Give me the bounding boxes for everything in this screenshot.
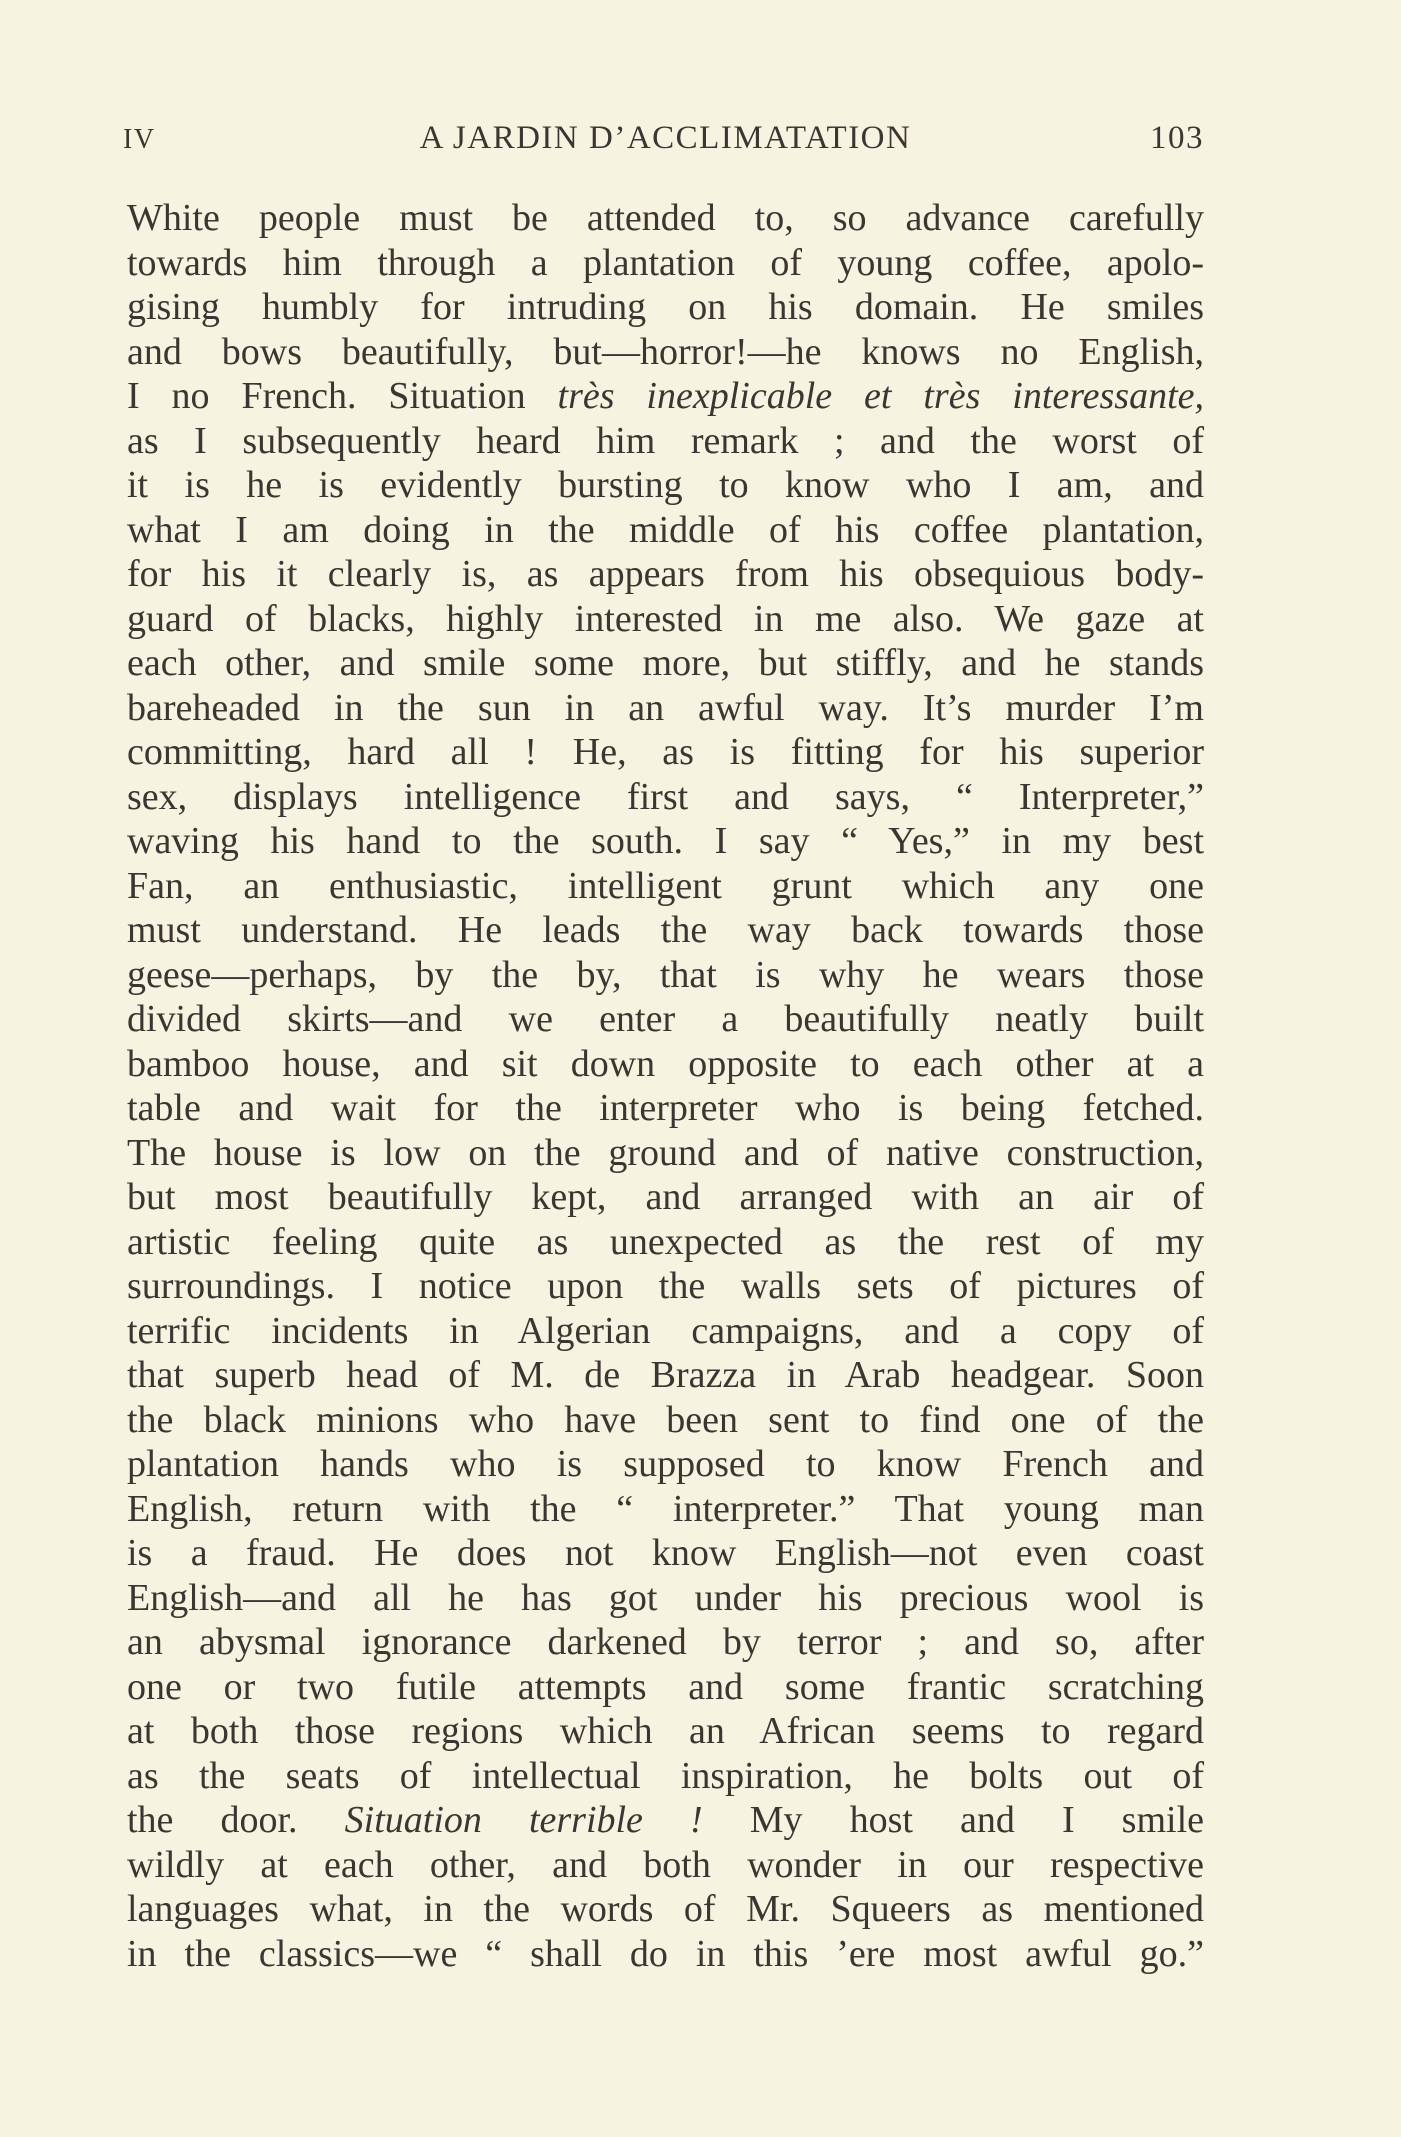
text-line	[127, 1309, 1204, 1354]
text-segment: White people must be attended to, so advance carefully	[127, 197, 1204, 239]
text-segment: I no French. Situation	[127, 375, 558, 417]
text-segment: English, return with the “ interpreter.” That young man	[127, 1487, 1204, 1530]
text-line	[127, 1175, 1204, 1220]
text-line	[127, 285, 1204, 330]
text-segment: plantation hands who is supposed to know French and	[127, 1443, 1204, 1485]
text-line	[127, 1264, 1204, 1309]
text-segment: English—and all he has got under his precious wool is	[127, 1576, 1204, 1619]
text-segment: and bows beautifully, but—horror!—he knows no English,	[127, 330, 1204, 373]
text-segment: waving his hand to the south. I say “ Yes,” in my best	[127, 820, 1204, 862]
text-segment: geese—perhaps, by the by, that is why he wears those	[127, 953, 1204, 996]
italic-text: très inexplicable et très interessante,	[557, 375, 1204, 417]
text-line	[127, 1086, 1204, 1131]
text-segment: for his it clearly is, as appears from his obsequious body-	[127, 553, 1204, 595]
text-line	[127, 1353, 1204, 1398]
text-line	[127, 330, 1204, 375]
text-line	[127, 819, 1204, 864]
text-segment: one or two futile attempts and some frantic scratching	[127, 1665, 1204, 1708]
text-line	[127, 1576, 1204, 1621]
text-line	[127, 953, 1204, 998]
text-segment: divided skirts—and we enter a beautifully neatly built	[127, 998, 1204, 1040]
text-line	[127, 686, 1204, 731]
text-line	[127, 775, 1204, 820]
text-line	[127, 1220, 1204, 1265]
text-segment: but most beautifully kept, and arranged with an air of	[127, 1176, 1204, 1218]
body-text	[127, 196, 1204, 1976]
text-segment: towards him through a plantation of young coffee, apolo-	[127, 241, 1204, 284]
text-segment: the door.	[127, 1799, 345, 1841]
text-line	[127, 1843, 1204, 1888]
running-title: A JARDIN D’ACCLIMATATION	[419, 120, 912, 156]
text-line	[127, 1131, 1204, 1176]
text-line	[127, 1665, 1204, 1710]
text-line	[127, 552, 1204, 597]
text-line	[127, 1442, 1204, 1487]
text-line	[127, 196, 1204, 241]
text-segment: wildly at each other, and both wonder in our respective	[127, 1843, 1204, 1886]
text-line	[127, 597, 1204, 642]
text-segment: the black minions who have been sent to find one of the	[127, 1398, 1204, 1441]
running-header	[123, 120, 1204, 166]
text-segment: gising humbly for intruding on his domain. He smiles	[127, 286, 1204, 328]
text-line	[127, 374, 1204, 419]
text-segment: guard of blacks, highly interested in me also. We gaze at	[127, 597, 1204, 640]
text-line	[127, 1487, 1204, 1532]
text-segment: in the classics—we “ shall do in this ’ere most awful go.”	[127, 1932, 1204, 1975]
text-segment: what I am doing in the middle of his coffee plantation,	[127, 508, 1204, 551]
text-segment: Fan, an enthusiastic, intelligent grunt which any one	[127, 864, 1204, 907]
text-segment: table and wait for the interpreter who is being fetched.	[127, 1087, 1204, 1129]
text-line	[127, 1932, 1204, 1977]
page-number: 103	[1150, 120, 1204, 156]
text-line	[127, 641, 1204, 686]
text-line	[127, 419, 1204, 464]
text-line	[127, 1887, 1204, 1932]
text-segment: terrific incidents in Algerian campaigns, and a copy of	[127, 1309, 1204, 1352]
text-line	[127, 1620, 1204, 1665]
text-segment: as I subsequently heard him remark ; and the worst of	[127, 419, 1204, 462]
text-segment: bareheaded in the sun in an awful way. It’s murder I’m	[127, 686, 1204, 729]
text-segment: as the seats of intellectual inspiration, he bolts out of	[127, 1754, 1204, 1797]
text-line	[127, 1042, 1204, 1087]
text-line	[127, 1709, 1204, 1754]
chapter-number: IV	[123, 124, 156, 155]
text-segment: an abysmal ignorance darkened by terror ; and so, after	[127, 1621, 1204, 1663]
text-segment: languages what, in the words of Mr. Squeers as mentioned	[127, 1888, 1204, 1930]
text-line	[127, 908, 1204, 953]
text-line	[127, 1754, 1204, 1799]
text-line	[127, 997, 1204, 1042]
text-segment: surroundings. I notice upon the walls sets of pictures of	[127, 1265, 1204, 1307]
text-segment: artistic feeling quite as unexpected as the rest of my	[127, 1220, 1204, 1263]
text-segment: that superb head of M. de Brazza in Arab headgear. Soon	[127, 1354, 1204, 1396]
text-line	[127, 864, 1204, 909]
text-line	[127, 1398, 1204, 1443]
text-line	[127, 1798, 1204, 1843]
text-line	[127, 508, 1204, 553]
text-line	[127, 1531, 1204, 1576]
text-segment: each other, and smile some more, but stiffly, and he stands	[127, 642, 1204, 684]
text-segment: My host and I smile	[702, 1799, 1205, 1841]
text-segment: The house is low on the ground and of native construction,	[127, 1131, 1204, 1174]
text-segment: bamboo house, and sit down opposite to each other at a	[127, 1042, 1204, 1085]
text-line	[127, 241, 1204, 286]
text-segment: is a fraud. He does not know English—not even coast	[127, 1532, 1204, 1574]
text-segment: at both those regions which an African seems to regard	[127, 1710, 1204, 1752]
italic-text: Situation terrible !	[344, 1799, 703, 1841]
text-segment: sex, displays intelligence first and says, “ Interpreter,”	[127, 775, 1204, 818]
text-segment: must understand. He leads the way back towards those	[127, 909, 1204, 951]
text-line	[127, 463, 1204, 508]
text-segment: it is he is evidently bursting to know who I am, and	[127, 464, 1204, 506]
text-line	[127, 730, 1204, 775]
text-segment: committing, hard all ! He, as is fitting for his superior	[127, 731, 1204, 773]
